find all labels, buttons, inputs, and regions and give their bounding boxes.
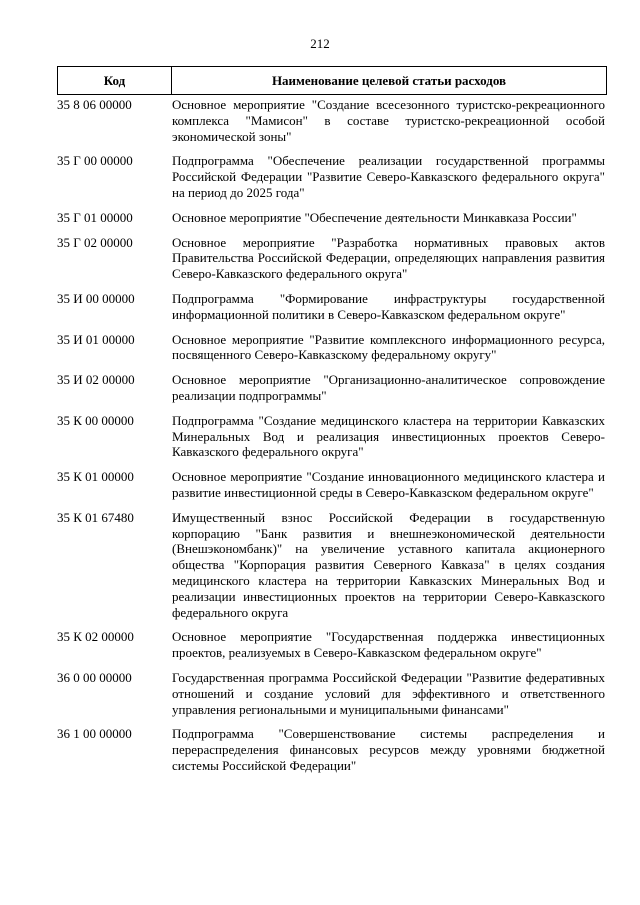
table-row (57, 97, 605, 144)
row-code: 35 К 00 00000 (57, 412, 134, 428)
row-code: 35 К 01 00000 (57, 469, 134, 485)
row-code: 35 И 00 00000 (57, 290, 135, 306)
row-description: Имущественный взнос Российской Федерации в государственную корпорацию "Банк развития и внешнеэкономической деятельности (Внешэкономбанк)" на увеличение уставного капитала акционерного общества "Корпорация развития Северного Кавказа" в целях создания медицинского кластера на территории Кавказских Минеральных Вод и реализации инвестиционных проектов на территории Северо-Кавказского федерального округа (172, 509, 605, 620)
table-row (57, 726, 605, 773)
row-description: Основное мероприятие "Развитие комплексного информационного ресурса, посвященного Северо-Кавказскому федеральному округу" (172, 331, 605, 363)
table-row (57, 235, 605, 282)
table-row (57, 670, 605, 717)
row-code: 35 8 06 00000 (57, 97, 132, 112)
row-description: Основное мероприятие "Организационно-аналитическое сопровождение реализации подпрограммы" (172, 372, 605, 403)
row-description: Основное мероприятие "Создание инновационного медицинского кластера и развитие инвестиционной среды в Северо-Кавказском федеральном округе" (172, 469, 605, 500)
row-description: Подпрограмма "Формирование инфраструктуры государственной информационной политики в Северо-Кавказском федеральном округе" (172, 290, 605, 322)
header-name: Наименование целевой статьи расходов (271, 73, 507, 88)
table-row (57, 210, 605, 226)
row-description: Подпрограмма "Совершенствование системы распределения и перераспределения финансовых ресурсов между уровнями бюджетной системы Российской Федерации" (172, 726, 605, 773)
table-row (57, 372, 605, 404)
row-description: Основное мероприятие "Обеспечение деятельности Минкавказа России" (172, 209, 577, 225)
page-number: 212 (310, 36, 330, 51)
row-code: 35 К 02 00000 (57, 629, 134, 645)
table-row (57, 469, 605, 501)
table-header (57, 66, 607, 95)
table-row (57, 629, 605, 661)
row-description: Подпрограмма "Обеспечение реализации государственной программы Российской Федерации "Развитие Северо-Кавказского федерального округа" на период до 2025 года" (172, 153, 605, 200)
table-row (57, 510, 605, 621)
row-code: 35 Г 01 00000 (57, 209, 133, 225)
header-code: Код (58, 67, 172, 94)
row-description: Подпрограмма "Создание медицинского кластера на территории Кавказских Минеральных Вод и реализация инвестиционных проектов Северо-Кавказского федерального округа" (172, 412, 605, 460)
row-description: Основное мероприятие "Создание всесезонного туристско-рекреационного комплекса "Мамисон" в составе туристско-рекреационной особой экономической зоны" (172, 97, 605, 144)
row-code: 36 0 00 00000 (57, 669, 132, 685)
table-row (57, 332, 605, 364)
row-code: 35 К 01 67480 (57, 509, 134, 525)
table-row (57, 153, 605, 200)
row-code: 35 И 01 00000 (57, 331, 135, 347)
row-code: 35 Г 00 00000 (57, 153, 133, 169)
row-code: 36 1 00 00000 (57, 726, 132, 742)
row-code: 35 Г 02 00000 (57, 234, 133, 250)
table-row (57, 291, 605, 323)
row-description: Основное мероприятие "Государственная поддержка инвестиционных проектов, реализуемых в Северо-Кавказском федеральном округе" (172, 629, 605, 661)
row-description: Основное мероприятие "Разработка нормативных правовых актов Правительства Российской Федерации, определяющих направления развития Северо-Кавказского федерального округа" (172, 234, 605, 282)
table-row (57, 413, 605, 460)
table-body (57, 97, 605, 783)
row-description: Государственная программа Российской Федерации "Развитие федеративных отношений и создание условий для эффективного и ответственного управления региональными и муниципальными финансами" (172, 669, 605, 717)
row-code: 35 И 02 00000 (57, 372, 135, 388)
